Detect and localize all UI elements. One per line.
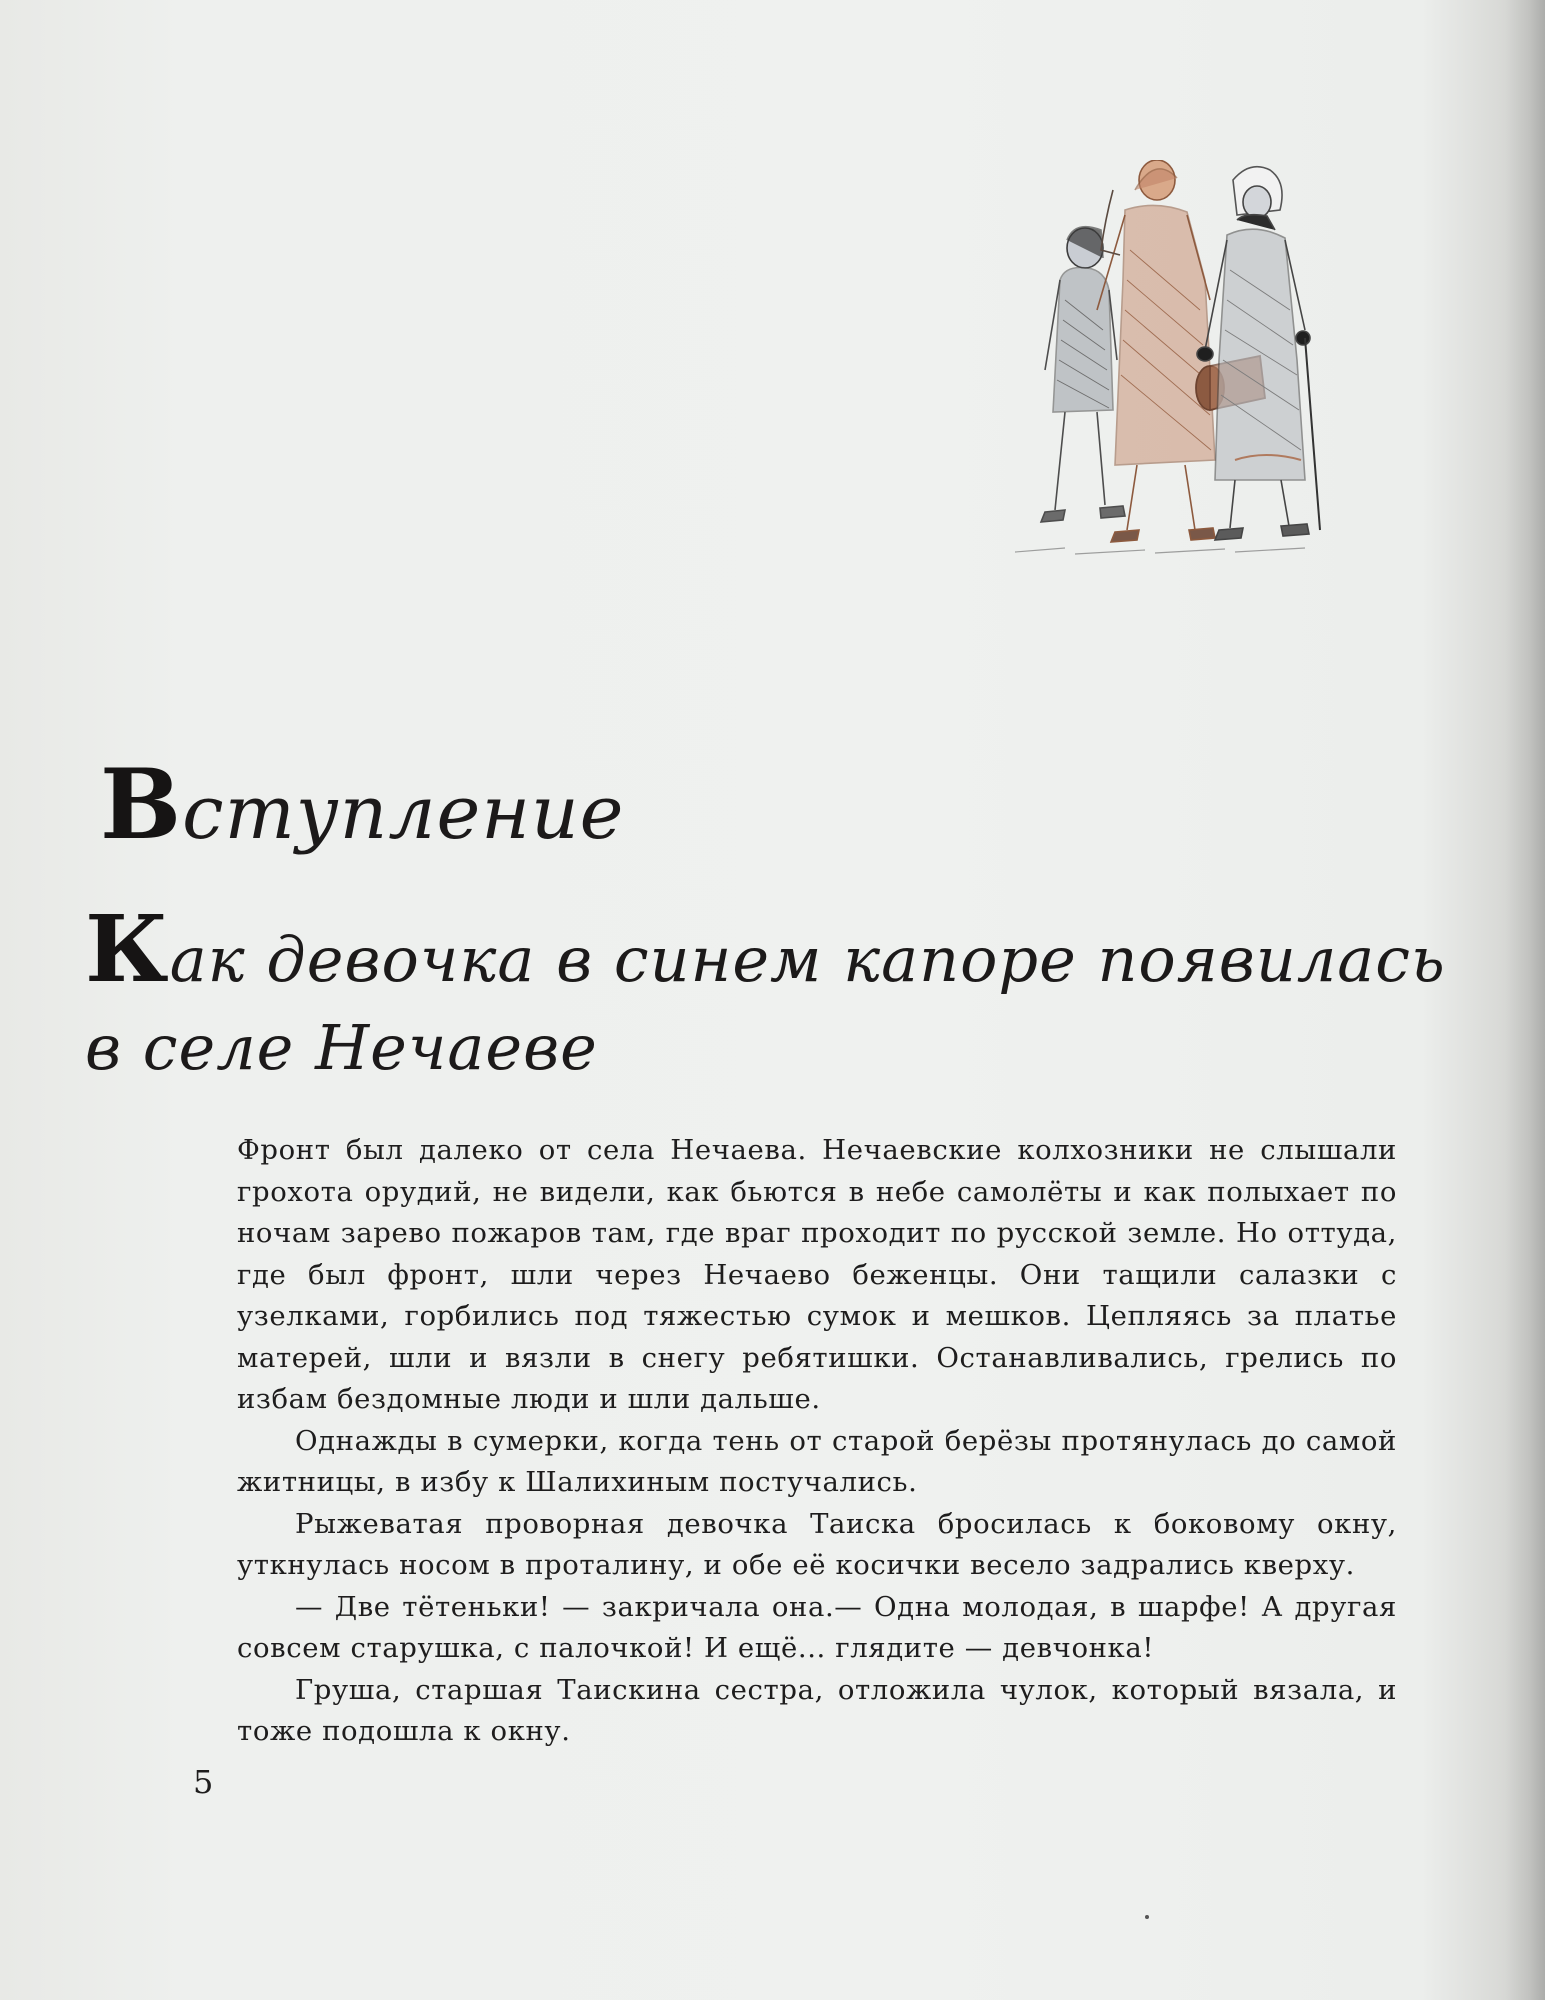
chapter-title <box>85 895 1446 1092</box>
page-number: 5 <box>193 1763 214 1801</box>
paragraph-3: Рыжеватая проворная девочка Таиска бросилась к боковому окну, уткнулась носом в проталину, и обе её косички весело задрались кверху. <box>237 1507 1397 1581</box>
intro-title-rest: ступление <box>182 770 625 856</box>
chapter-title-line-2: в селе Нечаеве <box>85 1011 598 1084</box>
section-title-intro <box>100 748 624 861</box>
intro-drop-cap: В <box>100 748 183 861</box>
page-edge-shadow <box>1505 0 1545 2000</box>
chapter-drop-cap: К <box>85 895 170 1003</box>
paper-speck <box>1145 1915 1149 1919</box>
body-text <box>237 1130 1397 1753</box>
paragraph-4: — Две тётеньки! — закричала она.— Одна молодая, в шарфе! А другая совсем старушка, с палочкой! И ещё... глядите — девчонка! <box>237 1590 1397 1664</box>
paragraph-5: Груша, старшая Таискина сестра, отложила чулок, который вязала, и тоже подошла к окну. <box>237 1673 1397 1747</box>
paragraph-1: Фронт был далеко от села Нечаева. Нечаевские колхозники не слышали грохота орудий, не видели, как бьются в небе самолёты и как полыхает по ночам зарево пожаров там, где враг проходит по русской земле. Но оттуда, где был фронт, шли через Нечаево беженцы. Они тащили салазки с узелками, горбились под тяжестью сумок и мешков. Цепляясь за платье матерей, шли и вязли в снегу ребятишки. Останавливались, грелись по избам бездомные люди и шли дальше. <box>237 1134 1397 1415</box>
refugees-sketch-illustration <box>1005 160 1335 560</box>
old-woman-figure <box>1197 167 1320 540</box>
paragraph-2: Однажды в сумерки, когда тень от старой берёзы протянулась до самой житницы, в избу к Шалихиным постучались. <box>237 1424 1397 1498</box>
child-figure <box>1041 227 1125 522</box>
chapter-title-line-1 <box>85 895 1446 1004</box>
chapter-title-line-1-rest: ак девочка в синем капоре появилась <box>169 923 1446 996</box>
